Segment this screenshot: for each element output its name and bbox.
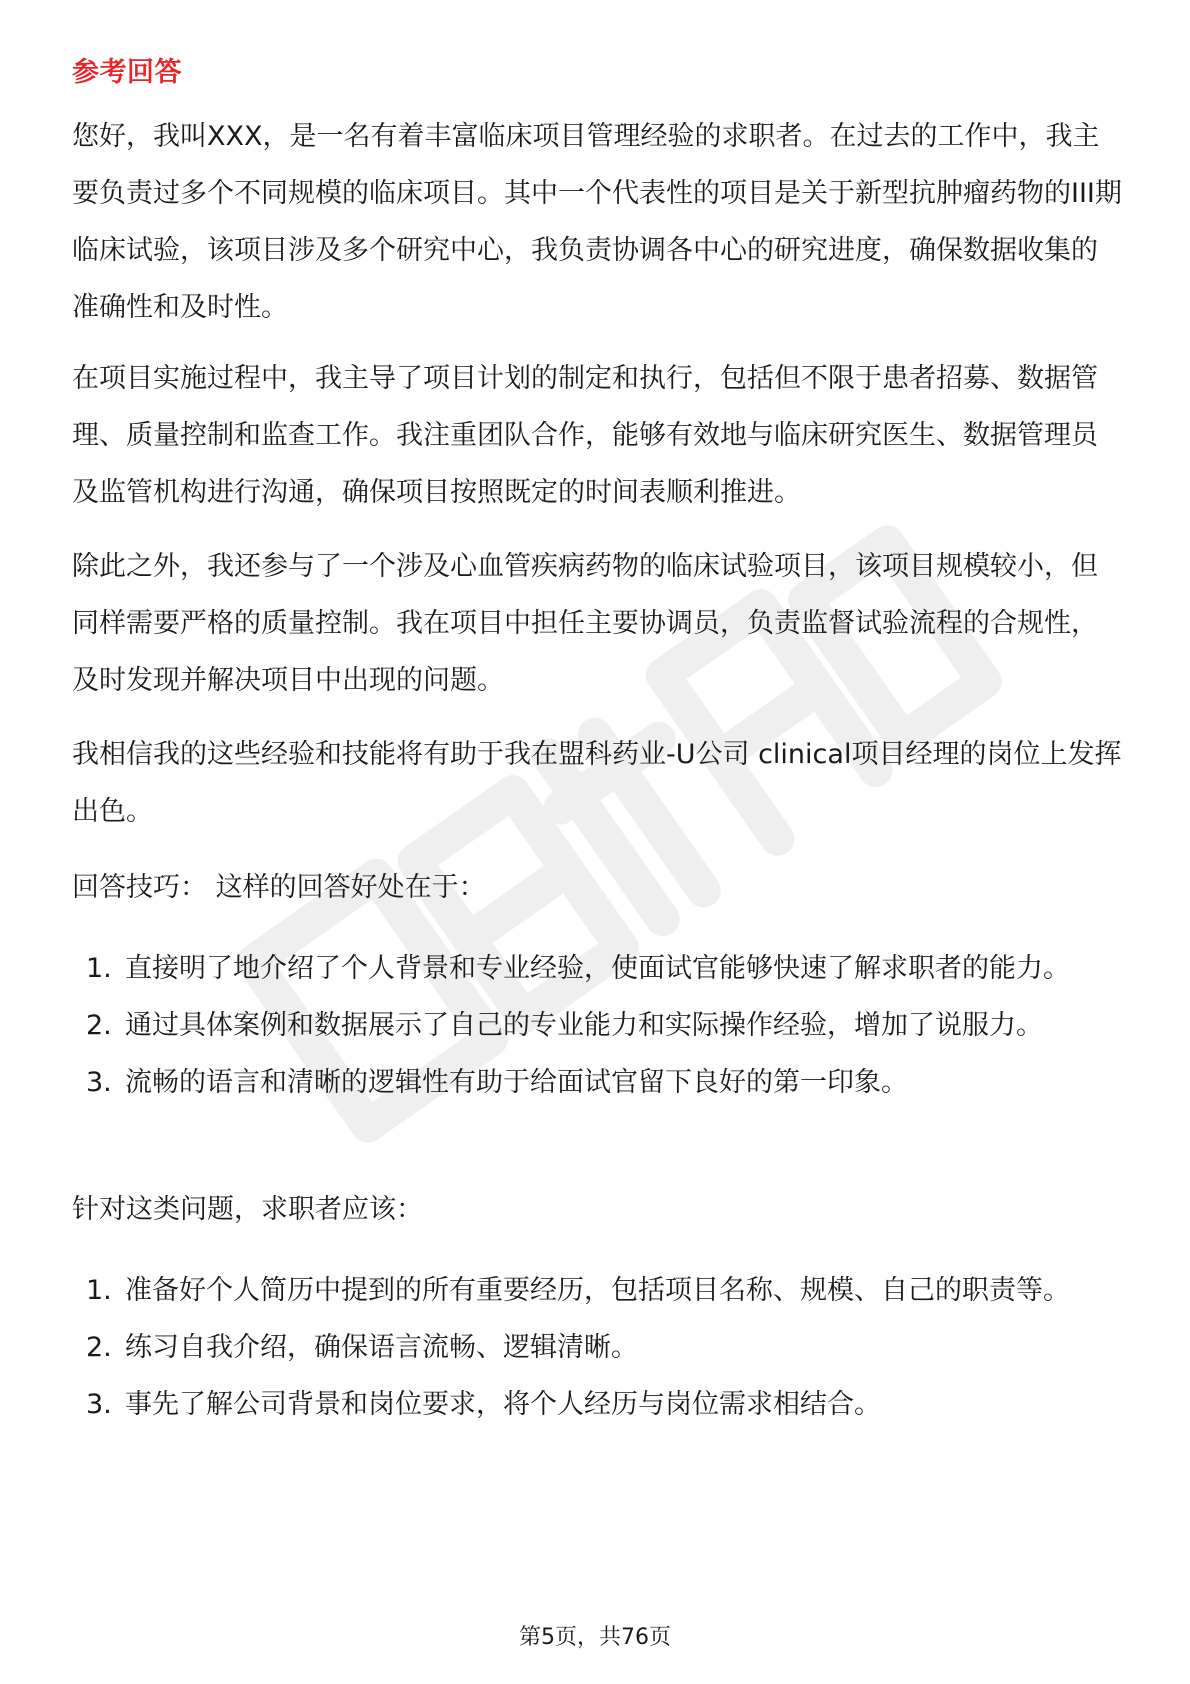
list-item	[72, 1376, 1122, 1433]
list-item-text: 直接明了地介绍了个人背景和专业经验，使面试官能够快速了解求职者的能力。	[125, 953, 1070, 984]
list-item-text: 事先了解公司背景和岗位要求，将个人经历与岗位需求相结合。	[125, 1389, 881, 1420]
list-number: 1.	[86, 1275, 112, 1306]
list-item	[72, 1262, 1122, 1319]
list-item	[72, 1054, 1122, 1111]
list-number: 3.	[86, 1067, 112, 1098]
answer-paragraph-4: 我相信我的这些经验和技能将有助于我在盟科药业-U公司 clinical项目经理的岗位上发挥出色。	[72, 739, 1122, 827]
answer-paragraph-3: 除此之外，我还参与了一个涉及心血管疾病药物的临床试验项目，该项目规模较小，但同样需要严格的质量控制。我在项目中担任主要协调员，负责监督试验流程的合规性，及时发现并解决项目中出现的问题。	[72, 551, 1098, 696]
tips-heading: 回答技巧： 这样的回答好处在于：	[72, 872, 486, 903]
list-item-text: 通过具体案例和数据展示了自己的专业能力和实际操作经验，增加了说服力。	[125, 1010, 1043, 1041]
list-item-text: 准备好个人简历中提到的所有重要经历，包括项目名称、规模、自己的职责等。	[125, 1275, 1070, 1306]
list-item-text: 流畅的语言和清晰的逻辑性有助于给面试官留下良好的第一印象。	[125, 1067, 908, 1098]
answer-paragraph-2: 在项目实施过程中，我主导了项目计划的制定和执行，包括但不限于患者招募、数据管理、质量控制和监查工作。我注重团队合作，能够有效地与临床研究医生、数据管理员及监管机构进行沟通，确保项目按照既定的时间表顺利推进。	[72, 363, 1098, 508]
advice-list	[72, 1262, 1122, 1433]
list-number: 2.	[86, 1010, 112, 1041]
list-item	[72, 997, 1122, 1054]
list-item	[72, 1319, 1122, 1376]
list-number: 3.	[86, 1389, 112, 1420]
list-number: 1.	[86, 953, 112, 984]
list-item	[72, 940, 1122, 997]
section-title: 参考回答	[72, 57, 182, 88]
list-item-text: 练习自我介绍，确保语言流畅、逻辑清晰。	[125, 1332, 638, 1363]
list-number: 2.	[86, 1332, 112, 1363]
answer-paragraph-1: 您好，我叫XXX，是一名有着丰富临床项目管理经验的求职者。在过去的工作中，我主要负责过多个不同规模的临床项目。其中一个代表性的项目是关于新型抗肿瘤药物的III期临床试验，该项目涉及多个研究中心，我负责协调各中心的研究进度，确保数据收集的准确性和及时性。	[72, 121, 1122, 323]
page-number: 第5页，共76页	[519, 1625, 671, 1650]
advice-heading: 针对这类问题，求职者应该：	[72, 1194, 423, 1225]
tips-list	[72, 940, 1122, 1111]
